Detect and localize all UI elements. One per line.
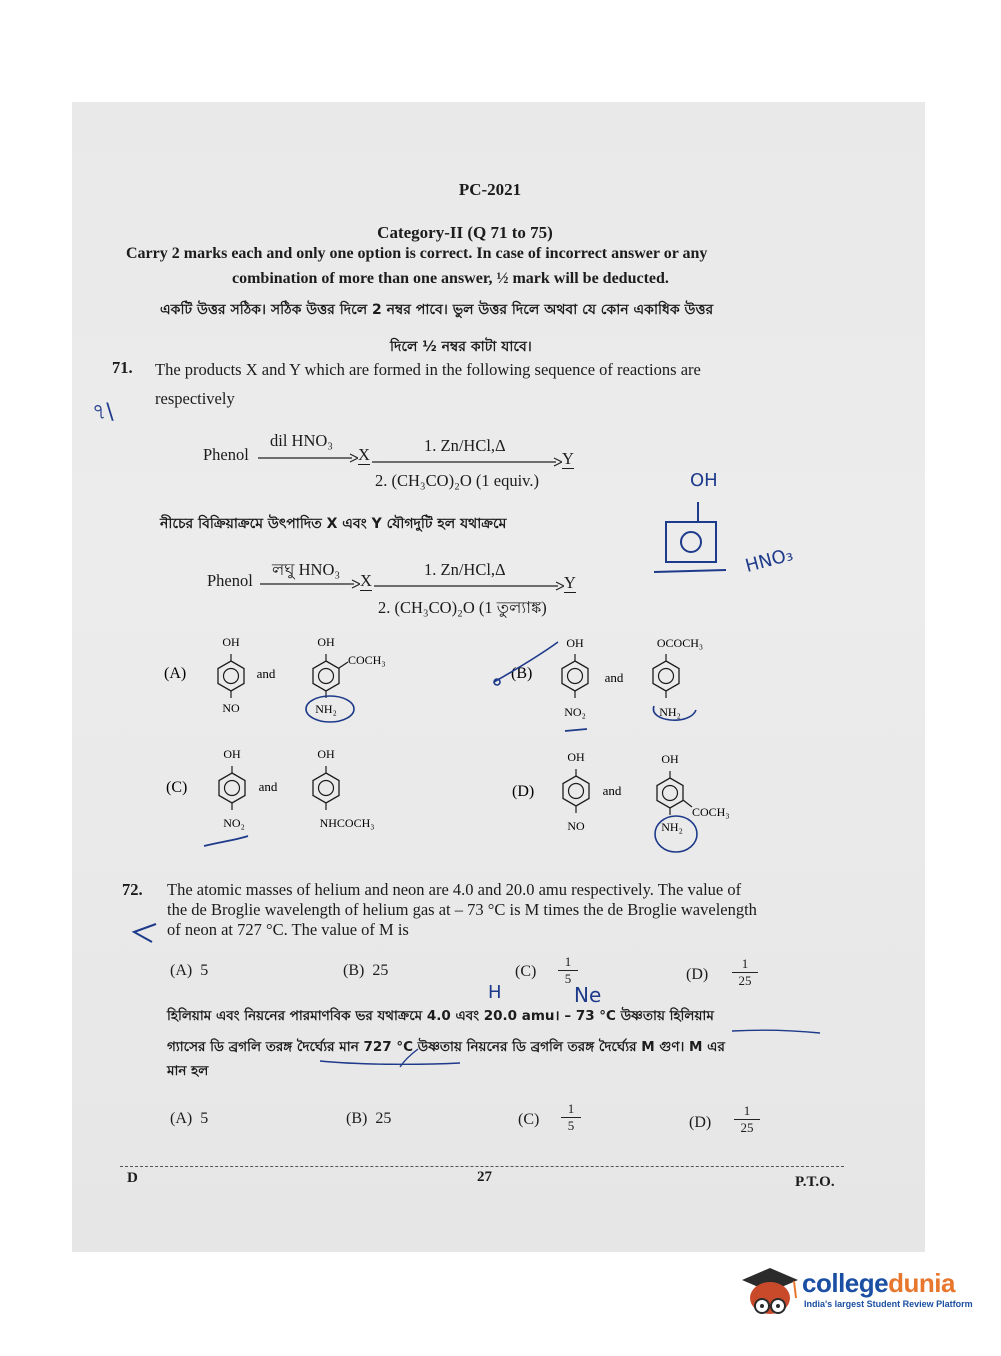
option-c-y-top: OH <box>317 747 335 761</box>
option-d-y-top: OH <box>661 752 679 766</box>
q71-margin-note: ৭\ <box>92 400 114 425</box>
q72-option-d-num: 1 <box>741 956 749 971</box>
annotation-ne: Ne <box>574 983 602 1007</box>
footer-pto: P.T.O. <box>795 1174 835 1190</box>
brand-name <box>802 1268 955 1299</box>
scheme-bn-y: Y <box>564 573 576 592</box>
option-b-y-top: OCOCH₃ <box>656 636 704 650</box>
category-title: Category-II (Q 71 to 75) <box>377 223 553 242</box>
q72-bn-option-c-fraction <box>561 1101 581 1134</box>
scheme-en-arrow2 <box>372 456 562 468</box>
q72-bn-option-c-label: (C) <box>518 1111 540 1128</box>
scheme-bn-reagent1: লঘু HNO₃ <box>272 560 341 579</box>
annotation-benzene-sketch <box>650 500 730 580</box>
scheme-en-y: Y <box>562 449 574 468</box>
option-b-x-bottom: NO₂ <box>564 705 586 719</box>
q72-text-3: of neon at 727 °C. The value of M is <box>167 920 409 939</box>
option-b-y-bottom: NH₂ <box>659 705 681 719</box>
scheme-bn-reagent2a: 1. Zn/HCl,Δ <box>424 560 506 579</box>
option-d-y-bottom: NH₂ <box>661 820 683 834</box>
q72-text-1: The atomic masses of helium and neon are 4.0 and 20.0 amu respectively. The value of <box>167 880 742 899</box>
scheme-en-reagent2b: 2. (CH₃CO)₂O (1 equiv.) <box>375 471 539 490</box>
q72-option-d-den: 25 <box>732 972 758 989</box>
option-d-and: and <box>602 783 622 798</box>
option-a-x-top: OH <box>222 635 240 649</box>
instruction-en-1: Carry 2 marks each and only one option is correct. In case of incorrect answer or any <box>126 245 708 262</box>
q72-margin-mark <box>128 920 162 946</box>
option-a-y-side: COCH₃ <box>348 653 386 667</box>
scheme-en-x: X <box>358 445 370 464</box>
scheme-en-reagent1: dil HNO₃ <box>270 431 334 450</box>
q72-option-d-fraction <box>732 956 758 989</box>
brand-name-part1: college <box>802 1268 889 1298</box>
option-a-label: (A) <box>164 665 187 682</box>
graduate-mascot-icon <box>740 1262 800 1322</box>
q72-bn-option-c-num: 1 <box>567 1101 575 1116</box>
scheme-en-reactant: Phenol <box>203 445 249 464</box>
q71-number: 71. <box>112 358 133 377</box>
footer-rule <box>120 1166 844 1167</box>
q71-text-2: respectively <box>155 389 235 408</box>
q72-number: 72. <box>122 880 143 899</box>
q72-option-a-label: (A) <box>170 962 193 979</box>
q72-bn-option-a-label: (A) <box>170 1110 193 1127</box>
q72-option-a-value: 5 <box>200 962 209 979</box>
footer-page-number: 27 <box>477 1169 492 1185</box>
option-c-and: and <box>258 779 278 794</box>
q72-bn-option-d[interactable] <box>689 1114 711 1132</box>
q72-bn-option-d-fraction <box>734 1103 760 1136</box>
q72-bn-3: মান হল <box>167 1063 209 1079</box>
option-d-x-bottom: NO <box>567 819 585 833</box>
q72-bn-1: হিলিয়াম এবং নিয়নের পারমাণবিক ভর যথাক্রমে 4.0 এবং 20.0 amu। – 73 °C উষ্ণতায় হিলিয়াম <box>167 1008 714 1024</box>
option-b-x-top: OH <box>566 636 584 650</box>
q72-bn-option-b-label: (B) <box>346 1110 368 1127</box>
q72-option-b[interactable] <box>343 962 388 980</box>
q71-text-1: The products X and Y which are formed in the following sequence of reactions are <box>155 360 701 379</box>
annotation-hno3: HNO₃ <box>743 544 796 577</box>
brand-name-part2: dunia <box>888 1268 955 1298</box>
scheme-en-reagent2a: 1. Zn/HCl,Δ <box>424 436 506 455</box>
q72-option-c-label: (C) <box>515 963 537 980</box>
q72-option-c-den: 5 <box>558 970 578 987</box>
instruction-bn-2: দিলে ½ নম্বর কাটা যাবে। <box>390 339 532 355</box>
scheme-bn-reactant: Phenol <box>207 571 253 590</box>
q72-bn-option-b-value: 25 <box>375 1110 392 1127</box>
option-a-x-bottom: NO <box>222 701 240 715</box>
q72-option-b-value: 25 <box>372 962 389 979</box>
option-c-x-bottom: NO₂ <box>223 816 245 830</box>
option-c-x-top: OH <box>223 747 241 761</box>
option-d-y-side: COCH₃ <box>692 805 730 819</box>
option-d-x-top: OH <box>567 750 585 764</box>
q72-option-d-label: (D) <box>686 966 709 983</box>
option-d-label: (D) <box>512 783 535 800</box>
q72-bn-option-b[interactable] <box>346 1110 391 1128</box>
scheme-bn-arrow2 <box>374 580 564 592</box>
instruction-bn-1: একটি উত্তর সঠিক। সঠিক উত্তর দিলে 2 নম্বর পাবে। ভুল উত্তর দিলে অথবা যে কোন একাধিক উত্তর <box>160 302 714 318</box>
scheme-en-arrow1 <box>258 452 358 464</box>
q72-bn-option-c-den: 5 <box>561 1117 581 1134</box>
option-a-y-bottom: NH₂ <box>315 702 337 716</box>
option-c-y-bottom: NHCOCH₃ <box>319 816 375 830</box>
q72-option-d[interactable] <box>686 966 708 984</box>
option-c-label: (C) <box>166 779 188 796</box>
instruction-en-2: combination of more than one answer, ½ mark will be deducted. <box>232 270 669 287</box>
q72-option-b-label: (B) <box>343 962 365 979</box>
q72-bn-2: গ্যাসের ডি ব্রগলি তরঙ্গ দৈর্ঘ্যের মান 727 °C উষ্ণতায় নিয়নের ডি ব্রগলি তরঙ্গ দৈর্ঘ্যের M গুণ। M এর <box>167 1039 725 1055</box>
q72-bn-underlines <box>300 1025 840 1070</box>
q72-bn-option-a-value: 5 <box>200 1110 209 1127</box>
scheme-bn-x: X <box>360 571 372 590</box>
option-b-and: and <box>604 670 624 685</box>
q72-option-a[interactable] <box>170 962 208 980</box>
q72-option-c-num: 1 <box>564 954 572 969</box>
q72-option-c[interactable] <box>515 963 536 981</box>
scheme-bn-arrow1 <box>260 578 360 590</box>
option-b-label: (B) <box>511 665 533 682</box>
q72-bn-option-d-num: 1 <box>743 1103 751 1118</box>
option-a-and: and <box>256 666 276 681</box>
q72-text-2: the de Broglie wavelength of helium gas at – 73 °C is M times the de Broglie wavelength <box>167 900 757 919</box>
option-a-y-top: OH <box>317 635 335 649</box>
brand-tagline: India's largest Student Review Platform <box>804 1299 973 1309</box>
q72-bn-option-d-den: 25 <box>734 1119 760 1136</box>
scheme-bn-reagent2b: 2. (CH₃CO)₂O (1 তুল্যাঙ্ক) <box>378 598 547 617</box>
q72-bn-option-c[interactable] <box>518 1111 539 1129</box>
q72-bn-option-d-label: (D) <box>689 1114 712 1131</box>
q72-bn-option-a[interactable] <box>170 1110 208 1128</box>
footer-set-code: D <box>127 1170 138 1186</box>
q71-text-bn: নীচের বিক্রিয়াক্রমে উৎপাদিত X এবং Y যৌগদুটি হল যথাক্রমে <box>160 516 507 532</box>
annotation-he: H <box>488 982 502 1003</box>
paper-code: PC-2021 <box>458 180 522 199</box>
annotation-oh: OH <box>690 470 718 491</box>
